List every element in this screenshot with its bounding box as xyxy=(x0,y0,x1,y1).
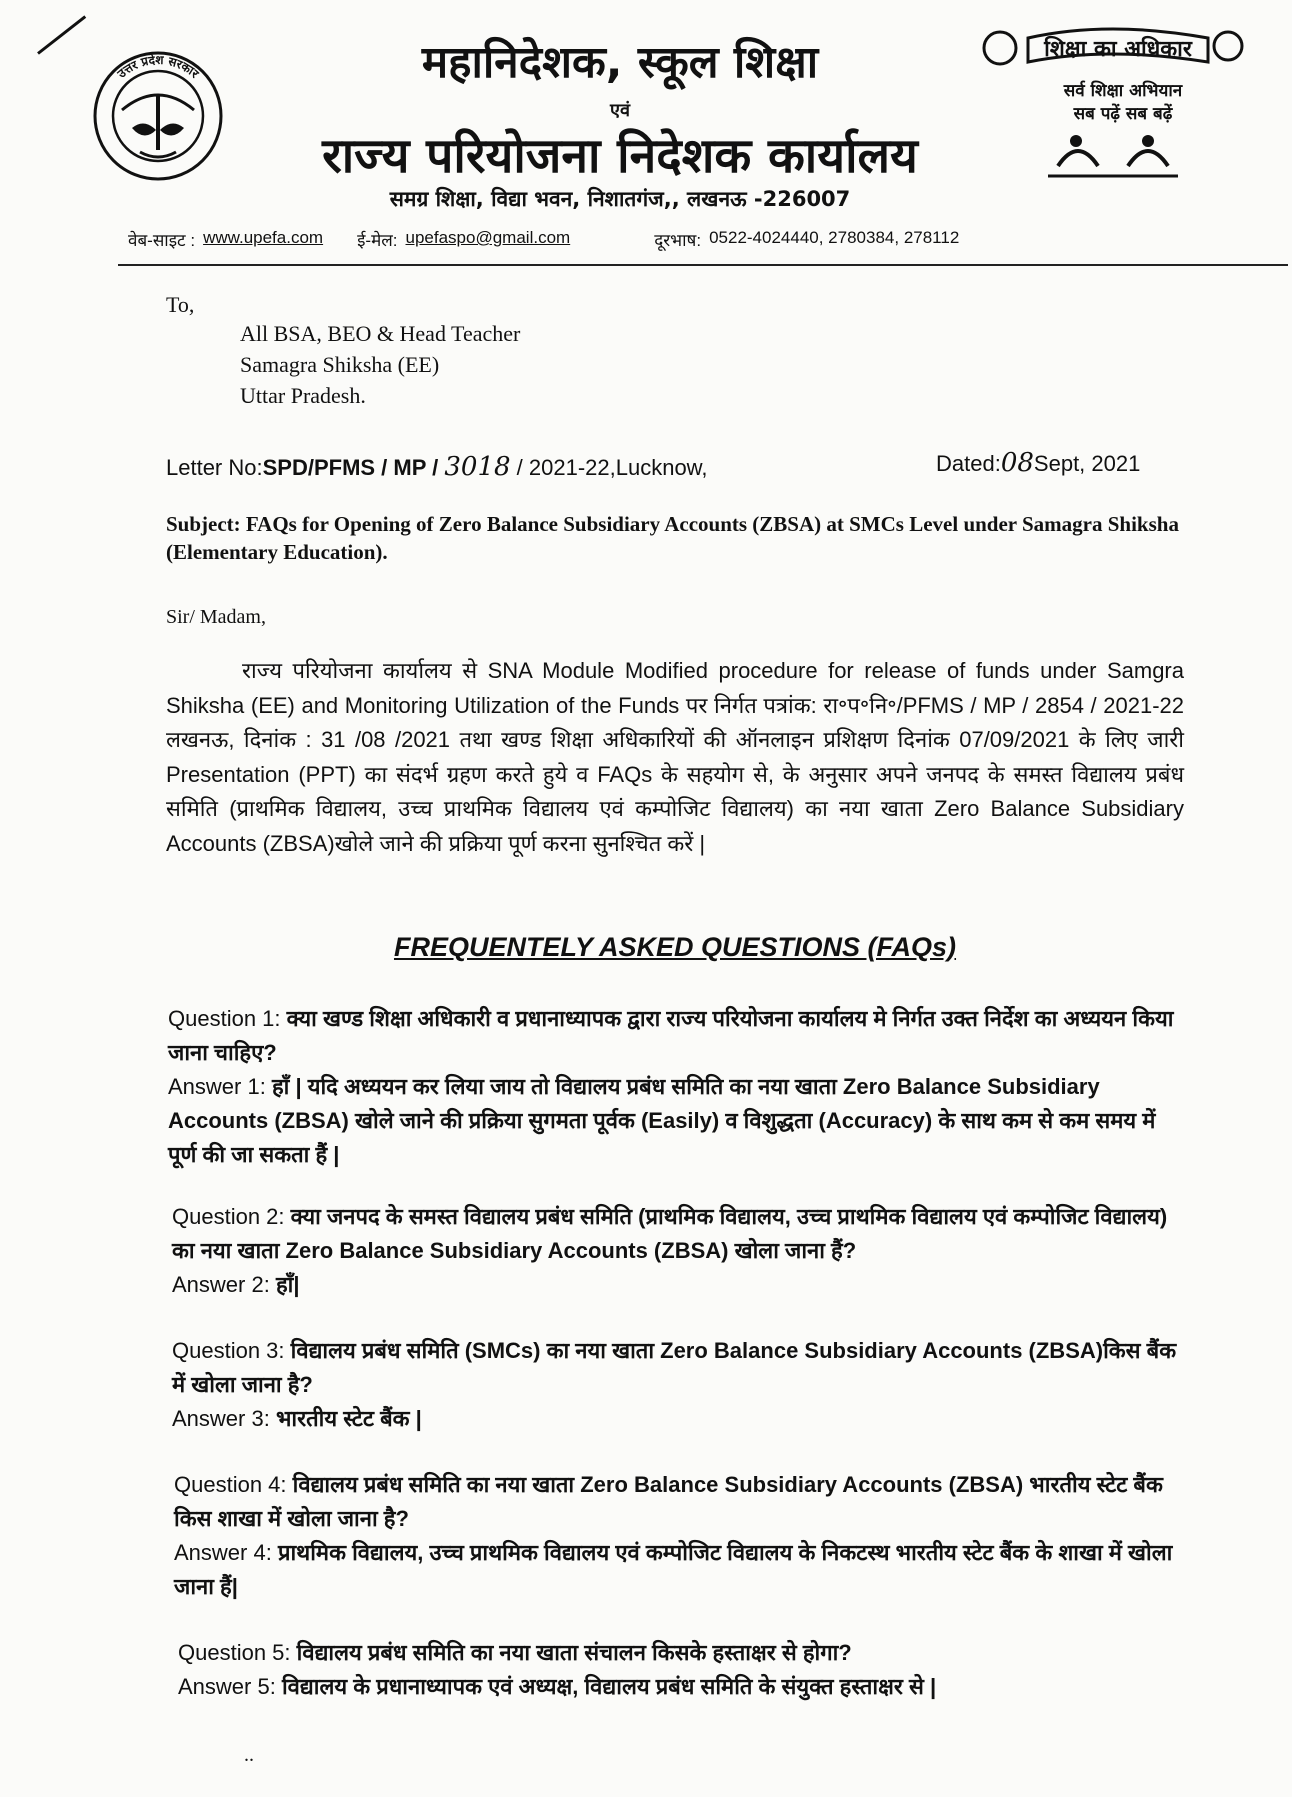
faq-question: Question 1: क्या खण्ड शिक्षा अधिकारी व प्रधानाध्यापक द्वारा राज्य परियोजना कार्यालय मे निर्गत उक्त निर्देश का अध्ययन किया जाना चाहिए? xyxy=(168,1006,1174,1065)
recipient-address xyxy=(240,318,520,411)
office-title-line2: राज्य परियोजना निदेशक कार्यालय xyxy=(322,128,918,184)
faq-heading: FREQUENTELY ASKED QUESTIONS (FAQs) xyxy=(393,932,957,962)
date-rest: Sept, 2021 xyxy=(1033,451,1141,476)
office-address: समग्र शिक्षा, विद्या भवन, निशातगंज,, लखनऊ -226007 xyxy=(389,187,851,211)
recipient-line: All BSA, BEO & Head Teacher xyxy=(240,321,521,346)
faq-answer: Answer 4: प्राथमिक विद्यालय, उच्च प्राथमिक विद्यालय एवं कम्पोजिट विद्यालय के निकटस्थ भारतीय स्टेट बैंक के शाखा में खोला जाना हैं| xyxy=(174,1540,1173,1599)
faq-question: Question 4: विद्यालय प्रबंध समिति का नया खाता Zero Balance Subsidiary Accounts (ZBSA) भारतीय स्टेट बैंक किस शाखा में खोला जाना है? xyxy=(174,1472,1163,1531)
phone-label: दूरभाष: xyxy=(654,231,702,250)
faq-item xyxy=(172,1334,1192,1436)
office-title-line1: महानिदेशक, स्कूल शिक्षा xyxy=(421,37,819,88)
date-day-handwritten: 08 xyxy=(1000,448,1034,478)
office-title-conjunction: एवं xyxy=(610,100,630,121)
faq-answer: Answer 3: भारतीय स्टेट बैंक | xyxy=(172,1406,422,1431)
body-paragraph: राज्य परियोजना कार्यालय से SNA Module Modified procedure for release of funds under Samgra Shiksha (EE) and Monitoring Utilization of the Funds पर निर्गत पत्रांक: रा॰प॰नि॰/PFMS / MP / 2854 / 2021-22 लखनऊ, दिनांक : 31 /08 /2021 तथा खण्ड शिक्षा अधिकारियों की ऑनलाइन प्रशिक्षण दिनांक 07/09/2021 के लिए जारी Presentation (PPT) का संदर्भ ग्रहण करते हुये व FAQs के सहयोग से, के अनुसार अपने जनपद के समस्त विद्यालय प्रबंध समिति (प्राथमिक विद्यालय, उच्च प्राथमिक विद्यालय एवं कम्पोजिट विद्यालय) का नया खाता Zero Balance Subsidiary Accounts (ZBSA)खोले जाने की प्रक्रिया पूर्ण करना सुनश्चित करें | xyxy=(166,658,1184,856)
letter-number-handwritten: 3018 xyxy=(444,452,511,482)
website-label: वेब-साइट : xyxy=(128,231,196,250)
letter-subject: Subject: FAQs for Opening of Zero Balance Subsidiary Accounts (ZBSA) at SMCs Level under Samagra Shiksha (Elementary Education). xyxy=(166,512,1179,564)
shiksha-ka-adhikar-logo xyxy=(958,16,1258,186)
email-link[interactable]: upefaspo@gmail.com xyxy=(405,228,571,247)
letter-number-label: Letter No: xyxy=(166,455,263,480)
header-divider xyxy=(118,264,1288,266)
faq-answer: Answer 2: हाँ| xyxy=(172,1272,300,1297)
recipient-line: Uttar Pradesh. xyxy=(240,383,366,408)
phone-numbers: 0522-4024440, 2780384, 278112 xyxy=(709,228,960,247)
contact-bar xyxy=(128,228,1228,251)
website-link[interactable]: www.upefa.com xyxy=(203,228,324,247)
svg-text:शिक्षा का अधिकार: शिक्षा का अधिकार xyxy=(1044,37,1192,62)
recipient-to: To, xyxy=(166,292,195,317)
faq-item xyxy=(172,1200,1192,1302)
svg-text:सर्व शिक्षा अभियान: सर्व शिक्षा अभियान xyxy=(1063,81,1183,101)
faq-question: Question 5: विद्यालय प्रबंध समिति का नया खाता संचालन किसके हस्ताक्षर से होगा? xyxy=(178,1640,852,1665)
svg-text:उत्तर प्रदेश सरकार: उत्तर प्रदेश सरकार xyxy=(114,52,202,81)
pen-mark xyxy=(37,15,86,54)
faq-item xyxy=(178,1636,1198,1704)
recipient-line: Samagra Shiksha (EE) xyxy=(240,352,440,377)
letter-date xyxy=(936,448,1140,478)
letter-number-suffix: / 2021-22,Lucknow, xyxy=(516,455,708,480)
date-label: Dated: xyxy=(936,451,1001,476)
faq-question: Question 3: विद्यालय प्रबंध समिति (SMCs) का नया खाता Zero Balance Subsidiary Accounts (ZBSA)किस बैंक में खोला जाना है? xyxy=(172,1338,1177,1397)
svg-text:सब पढ़ें सब बढ़ें: सब पढ़ें सब बढ़ें xyxy=(1073,104,1173,124)
up-government-emblem-icon xyxy=(92,50,224,182)
email-label: ई-मेल: xyxy=(357,231,398,250)
letter-number xyxy=(166,452,707,482)
letter-number-code: SPD/PFMS / MP / xyxy=(262,455,439,480)
faq-item xyxy=(168,1002,1188,1172)
faq-item xyxy=(174,1468,1194,1604)
faq-answer: Answer 1: हाँ | यदि अध्ययन कर लिया जाय तो विद्यालय प्रबंध समिति का नया खाता Zero Balance Subsidiary Accounts (ZBSA) खोले जाने की प्रक्रिया सुगमता पूर्वक (Easily) व विशुद्धता (Accuracy) के साथ कम से कम समय में पूर्ण की जा सकता हैं | xyxy=(168,1074,1156,1167)
salutation: Sir/ Madam, xyxy=(166,606,266,628)
footer-mark: .. xyxy=(244,1744,254,1766)
faq-question: Question 2: क्या जनपद के समस्त विद्यालय प्रबंध समिति (प्राथमिक विद्यालय, उच्च प्राथमिक विद्यालय एवं कम्पोजिट विद्यालय) का नया खाता Zero Balance Subsidiary Accounts (ZBSA) खोला जाना हैं? xyxy=(172,1204,1168,1263)
faq-answer: Answer 5: विद्यालय के प्रधानाध्यापक एवं अध्यक्ष, विद्यालय प्रबंध समिति के संयुक्त हस्ताक्षर से | xyxy=(178,1674,937,1699)
